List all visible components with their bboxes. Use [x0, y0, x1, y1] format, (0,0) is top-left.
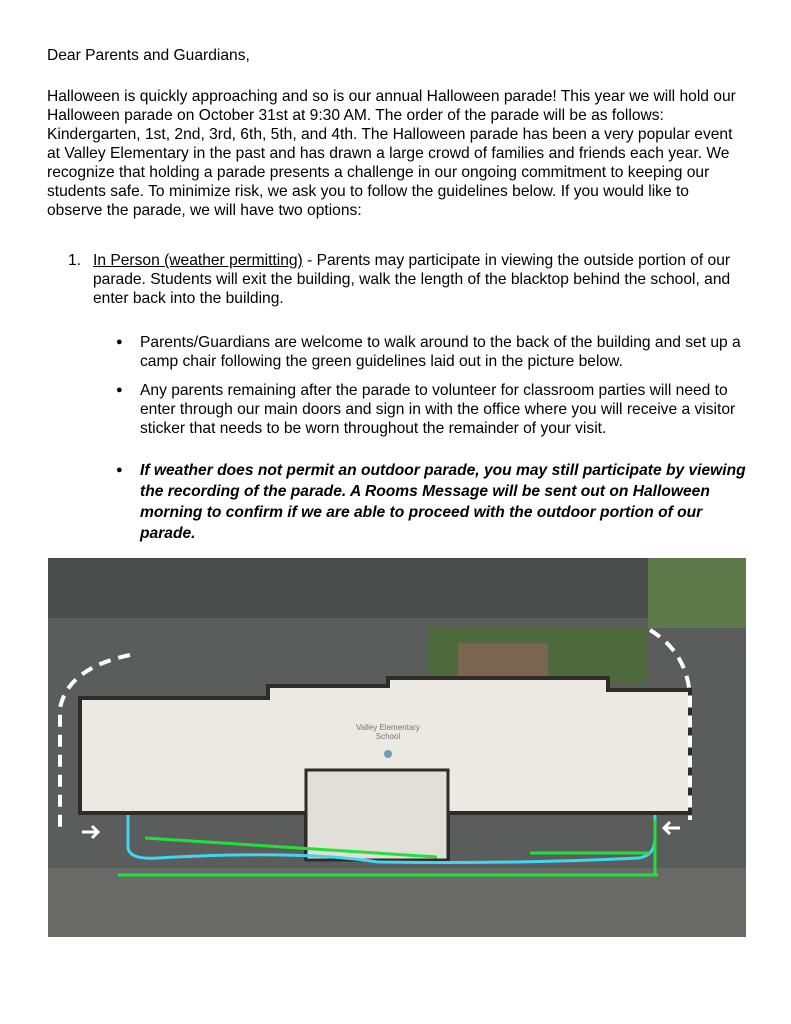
- intro-line: students safe. To minimize risk, we ask you to follow the guidelines below. If you would like to: [47, 183, 689, 200]
- bullet-line: sticker that needs to be worn throughout the remainder of your visit.: [140, 420, 607, 437]
- intro-line: observe the parade, we will have two options:: [47, 202, 362, 219]
- option1-line: parade. Students will exit the building, walk the length of the blacktop behind the school, and: [93, 271, 731, 288]
- intro-line: recognize that holding a parade presents a challenge in our ongoing commitment to keeping our: [47, 164, 710, 181]
- grass-area: [648, 558, 746, 628]
- option1-text: - Parents may participate in viewing the outside portion of our: [302, 252, 731, 269]
- list-number: 1.: [68, 252, 82, 269]
- blacktop: [48, 868, 746, 937]
- bullet-dot: ●: [116, 464, 123, 476]
- bullet-line: Any parents remaining after the parade to volunteer for classroom parties will need to: [140, 382, 728, 399]
- option1-line: enter back into the building.: [93, 290, 284, 307]
- aerial-parade-map: [48, 558, 746, 937]
- intro-line: Halloween parade on October 31st at 9:30 AM. The order of the parade will be as follows:: [47, 107, 664, 124]
- intro-line: Halloween is quickly approaching and so is our annual Halloween parade! This year we will hold our: [47, 88, 736, 105]
- option1-title: In Person (weather permitting): [93, 252, 303, 269]
- bullet-dot: ●: [116, 336, 123, 348]
- bullet-line: enter through our main doors and sign in with the office where you will receive a visitor: [140, 401, 736, 418]
- option1-line: [93, 251, 730, 270]
- intro-line: at Valley Elementary in the past and has drawn a large crowd of families and friends each year. We: [47, 145, 730, 162]
- bullet-dot: ●: [116, 384, 123, 396]
- bullet-line: camp chair following the green guidelines laid out in the picture below.: [140, 353, 623, 370]
- map-label-2: School: [375, 732, 401, 741]
- intro-line: Kindergarten, 1st, 2nd, 3rd, 6th, 5th, and 4th. The Halloween parade has been a very popular event: [47, 126, 733, 143]
- bullet-line: parade.: [140, 525, 196, 542]
- bullet-line: the recording of the parade. A Rooms Message will be sent out on Halloween: [140, 483, 710, 500]
- greeting: Dear Parents and Guardians,: [47, 47, 250, 64]
- map-pin-icon: [384, 750, 392, 758]
- bullet-line: Parents/Guardians are welcome to walk around to the back of the building and set up a: [140, 334, 741, 351]
- building-wing: [306, 770, 448, 860]
- bullet-line: If weather does not permit an outdoor parade, you may still participate by viewing: [140, 462, 746, 479]
- map-label: Valley Elementary: [356, 723, 420, 732]
- parking-lot: [48, 558, 746, 618]
- bullet-line: morning to confirm if we are able to proceed with the outdoor portion of our: [140, 504, 703, 521]
